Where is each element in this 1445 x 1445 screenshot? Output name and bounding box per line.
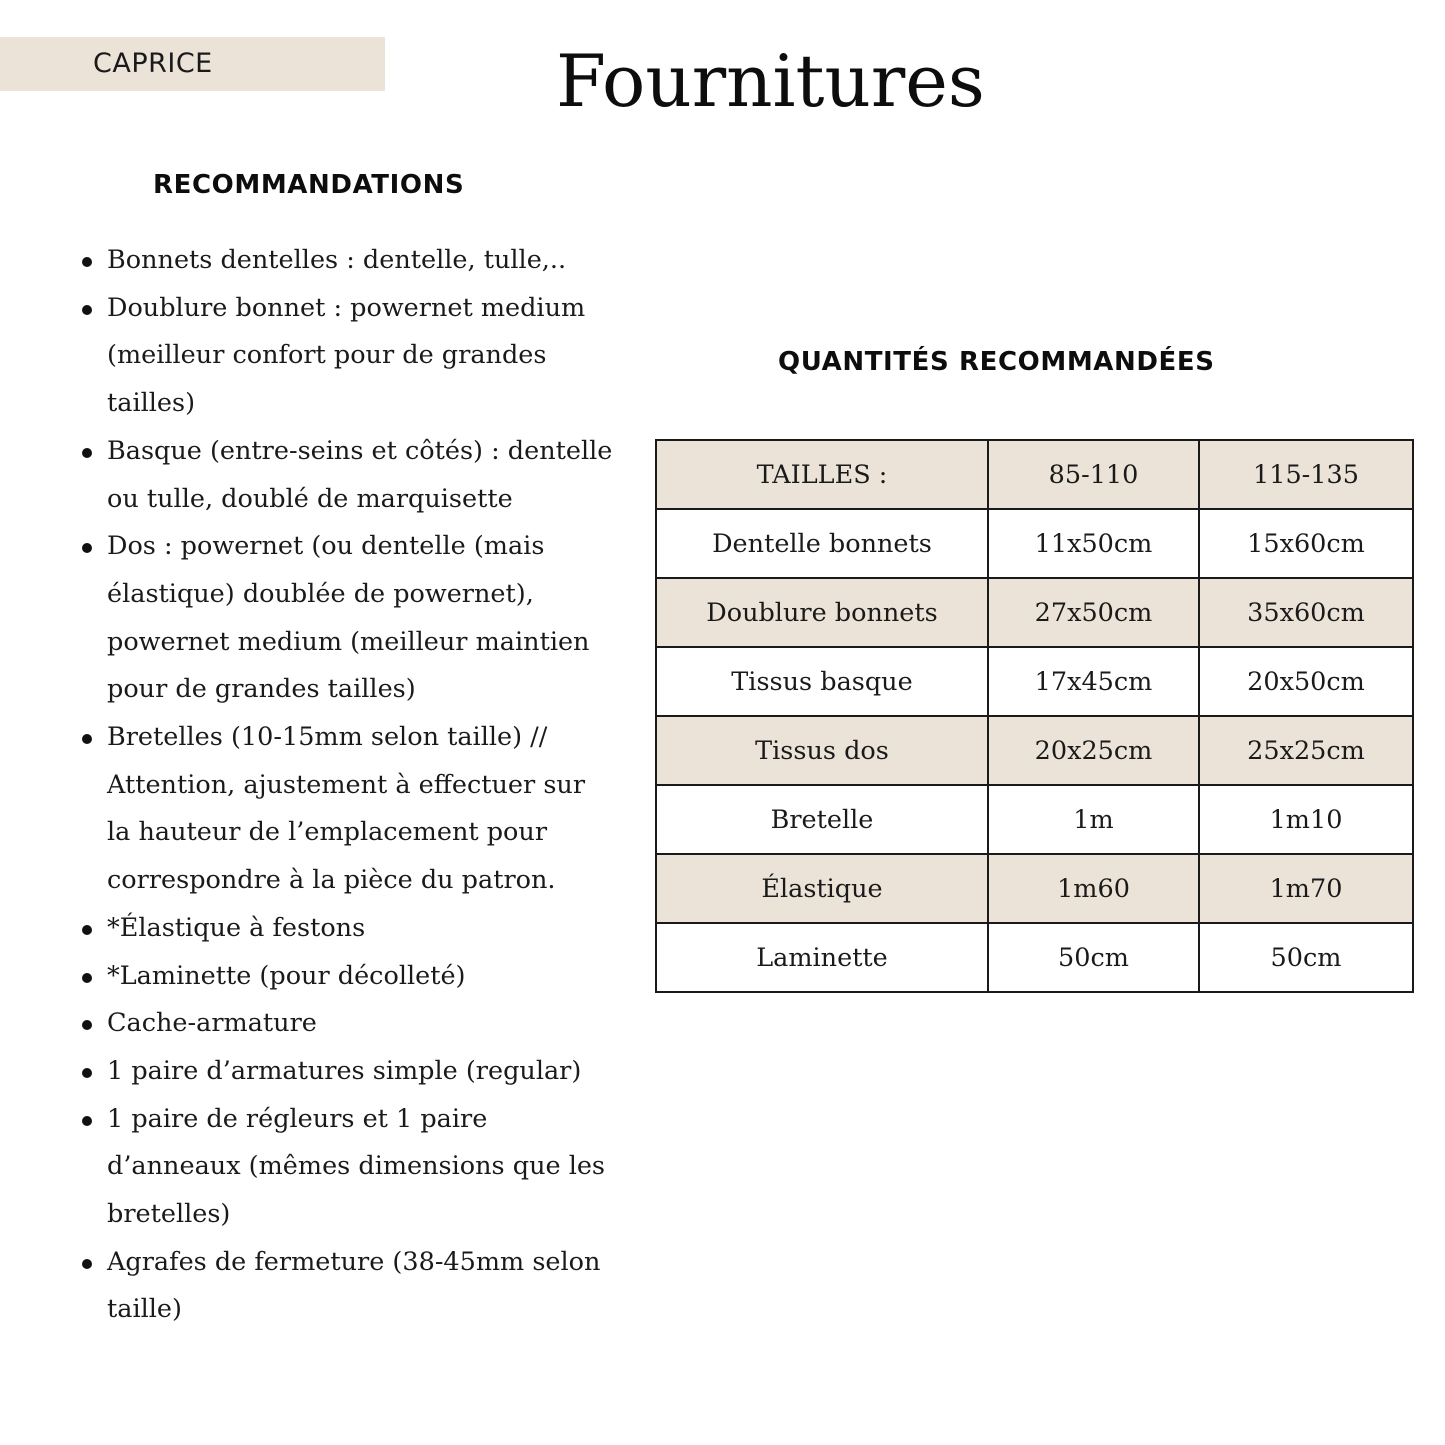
- row-label: Tissus dos: [656, 716, 988, 785]
- bullet-icon: [82, 543, 92, 553]
- quantities-table: [655, 439, 1414, 993]
- list-item: [80, 1048, 615, 1096]
- table-row: [656, 578, 1413, 647]
- table-cell: 15x60cm: [1199, 509, 1413, 578]
- bullet-icon: [82, 257, 92, 267]
- header-cell-size-range: 115-135: [1199, 440, 1413, 509]
- table-cell: 1m10: [1199, 785, 1413, 854]
- list-item-text: Bretelles (10-15mm selon taille) // Attention, ajustement à effectuer sur la hauteur de l’emplacement pour correspondre à la pièce du patron.: [107, 722, 586, 896]
- bullet-icon: [82, 973, 92, 983]
- collection-tag-label: CAPRICE: [93, 48, 213, 79]
- table-row: [656, 854, 1413, 923]
- list-item: [80, 953, 615, 1001]
- bullet-icon: [82, 1116, 92, 1126]
- table-cell: 27x50cm: [988, 578, 1199, 647]
- list-item-text: Doublure bonnet : powernet medium (meilleur confort pour de grandes tailles): [107, 292, 586, 419]
- header-cell-sizes: TAILLES :: [656, 440, 988, 509]
- table-cell: 25x25cm: [1199, 716, 1413, 785]
- list-item-text: *Élastique à festons: [107, 912, 366, 943]
- table-cell: 1m70: [1199, 854, 1413, 923]
- table-row: [656, 716, 1413, 785]
- list-item-text: Agrafes de fermeture (38-45mm selon taille): [107, 1246, 601, 1325]
- list-item: [80, 1096, 615, 1239]
- table-row: [656, 647, 1413, 716]
- quantities-heading: QUANTITÉS RECOMMANDÉES: [778, 347, 1215, 377]
- list-item-text: Cache-armature: [107, 1008, 317, 1039]
- table-cell: 17x45cm: [988, 647, 1199, 716]
- table-cell: 50cm: [1199, 923, 1413, 992]
- row-label: Bretelle: [656, 785, 988, 854]
- list-item: [80, 428, 615, 523]
- table-cell: 50cm: [988, 923, 1199, 992]
- bullet-icon: [82, 925, 92, 935]
- recommendations-heading: RECOMMANDATIONS: [153, 170, 465, 200]
- list-item: [80, 714, 615, 905]
- page-title: Fournitures: [556, 39, 985, 123]
- bullet-icon: [82, 448, 92, 458]
- list-item: [80, 1000, 615, 1048]
- row-label: Doublure bonnets: [656, 578, 988, 647]
- table-cell: 20x25cm: [988, 716, 1199, 785]
- list-item-text: Dos : powernet (ou dentelle (mais élastique) doublée de powernet), powernet medium (meilleur maintien pour de grandes tailles): [107, 531, 590, 705]
- list-item-text: 1 paire de régleurs et 1 paire d’anneaux (mêmes dimensions que les bretelles): [107, 1103, 606, 1230]
- bullet-icon: [82, 305, 92, 315]
- table-cell: 1m60: [988, 854, 1199, 923]
- list-item: [80, 285, 615, 428]
- list-item-text: *Laminette (pour décolleté): [107, 960, 466, 991]
- table-header-row: [656, 440, 1413, 509]
- list-item-text: 1 paire d’armatures simple (regular): [107, 1055, 582, 1086]
- collection-tag: [0, 37, 385, 91]
- list-item: [80, 905, 615, 953]
- bullet-icon: [82, 1259, 92, 1269]
- list-item-text: Basque (entre-seins et côtés) : dentelle ou tulle, doublé de marquisette: [107, 435, 613, 514]
- table-row: [656, 785, 1413, 854]
- table-row: [656, 509, 1413, 578]
- row-label: Laminette: [656, 923, 988, 992]
- table-cell: 20x50cm: [1199, 647, 1413, 716]
- bullet-icon: [82, 1020, 92, 1030]
- bullet-icon: [82, 1068, 92, 1078]
- recommendations-list: [80, 237, 615, 1334]
- list-item-text: Bonnets dentelles : dentelle, tulle,..: [107, 245, 567, 275]
- bullet-icon: [82, 734, 92, 744]
- table-row: [656, 923, 1413, 992]
- row-label: Dentelle bonnets: [656, 509, 988, 578]
- table-cell: 1m: [988, 785, 1199, 854]
- list-item: [80, 1239, 615, 1334]
- row-label: Élastique: [656, 854, 988, 923]
- list-item: [80, 523, 615, 714]
- row-label: Tissus basque: [656, 647, 988, 716]
- list-item: [80, 237, 615, 285]
- table-cell: 35x60cm: [1199, 578, 1413, 647]
- table-cell: 11x50cm: [988, 509, 1199, 578]
- header-cell-size-range: 85-110: [988, 440, 1199, 509]
